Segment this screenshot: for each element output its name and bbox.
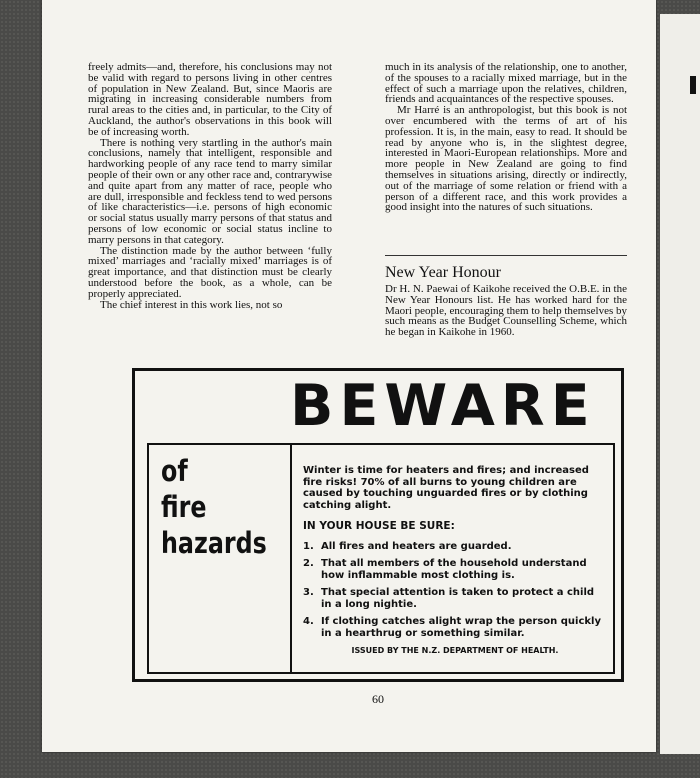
news-column [385, 284, 627, 338]
advert-item-number: 1. [303, 540, 314, 552]
advert-list-item [303, 558, 607, 581]
fire-hazard-advert [132, 368, 624, 682]
page-number: 60 [372, 692, 384, 706]
advert-title-line-2: fire [161, 490, 207, 524]
left-paragraph-3: The distinction made by the author between ‘fully mixed’ marriages and ‘racially mixed’ marriages is of great importance, and that distinction must be clearly understood before the book, as a whole, can be properly appreciated. [88, 244, 332, 300]
advert-item-text: That all members of the household understand how inflammable most clothing is. [321, 558, 587, 581]
section-rule [385, 255, 627, 256]
advert-item-number: 4. [303, 616, 314, 627]
advert-item-text: If clothing catches alight wrap the person quickly in a hearthrug or something similar. [321, 616, 601, 639]
news-headline: New Year Honour [385, 264, 501, 281]
advert-divider [290, 445, 292, 672]
advert-item-text: That special attention is taken to protect a child in a long nightie. [321, 587, 595, 610]
left-paragraph-1: freely admits—and, therefore, his conclusions may not be valid with regard to persons living in other centres of population in New Zealand. But, since Maoris are migrating in increasing considerable numbers from rural areas to the cities and, in particular, to the City of Auckland, the author's observations in this book will be of increasing worth. [88, 61, 332, 138]
advert-headline: BEWARE [290, 373, 596, 439]
advert-issuer: ISSUED BY THE N.Z. DEPARTMENT OF HEALTH. [351, 646, 559, 655]
advert-list-item [303, 587, 607, 610]
left-paragraph-4: The chief interest in this work lies, not so [100, 298, 283, 311]
advert-inner-box [147, 443, 615, 674]
right-paragraph-2: Mr Harré is an anthropologist, but this book is not over encumbered with the terms of art of his profession. It is, in the main, easy to read. It should be read by anyone who is, in the slightest degree, interested in Maori-European relationships. More and more people in New Zealand are going to find themselves in situations arising, directly or indirectly, out of the marriage of some relation or friend with a person of a different race, and this work provides a good insight into the natures of such situations. [385, 104, 627, 214]
advert-title [161, 453, 267, 561]
news-body: Dr H. N. Paewai of Kaikohe received the O.B.E. in the New Year Honours list. He has worked hard for the Maori people, encouraging them to help themselves by such means as the Budget Counselling Scheme, which he began in Kaikohe in 1960. [385, 283, 627, 339]
left-paragraph-2: There is nothing very startling in the author's main conclusions, namely that intelligent, responsible and hardworking people of any race tend to marry similar people of their own or any other race and, contrarywise and quite apart from any matter of race, people who are dull, irresponsible and feckless tend to wed persons of like characteristics—i.e. persons of high economic or social status usually marry persons of that status and persons of low economic or social status incline to marry persons in that category. [88, 136, 332, 246]
advert-title-line-3: hazards [161, 526, 267, 560]
advert-item-text: All fires and heaters are guarded. [321, 540, 512, 552]
facing-page-edge [660, 14, 700, 754]
advert-item-number: 3. [303, 587, 314, 598]
advert-list-item [303, 616, 607, 639]
advert-list-item [303, 541, 607, 553]
advert-title-line-1: of [161, 454, 188, 488]
advert-intro: Winter is time for heaters and fires; and increased fire risks! 70% of all burns to young children are caused by touching unguarded fires or by clothing catching alight. [303, 465, 589, 511]
facing-page-mark [690, 76, 696, 94]
right-paragraph-1: much in its analysis of the relationship, one to another, of the spouses to a racially mixed marriage, but in the effect of such a marriage upon the relatives, children, friends and acquaintances of the respective spouses. [385, 61, 627, 106]
left-text-column [88, 62, 332, 310]
advert-item-number: 2. [303, 558, 314, 569]
advert-list [303, 541, 607, 640]
advert-text [303, 465, 607, 657]
advert-subheading: IN YOUR HOUSE BE SURE: [303, 520, 455, 532]
right-text-column [385, 62, 627, 213]
